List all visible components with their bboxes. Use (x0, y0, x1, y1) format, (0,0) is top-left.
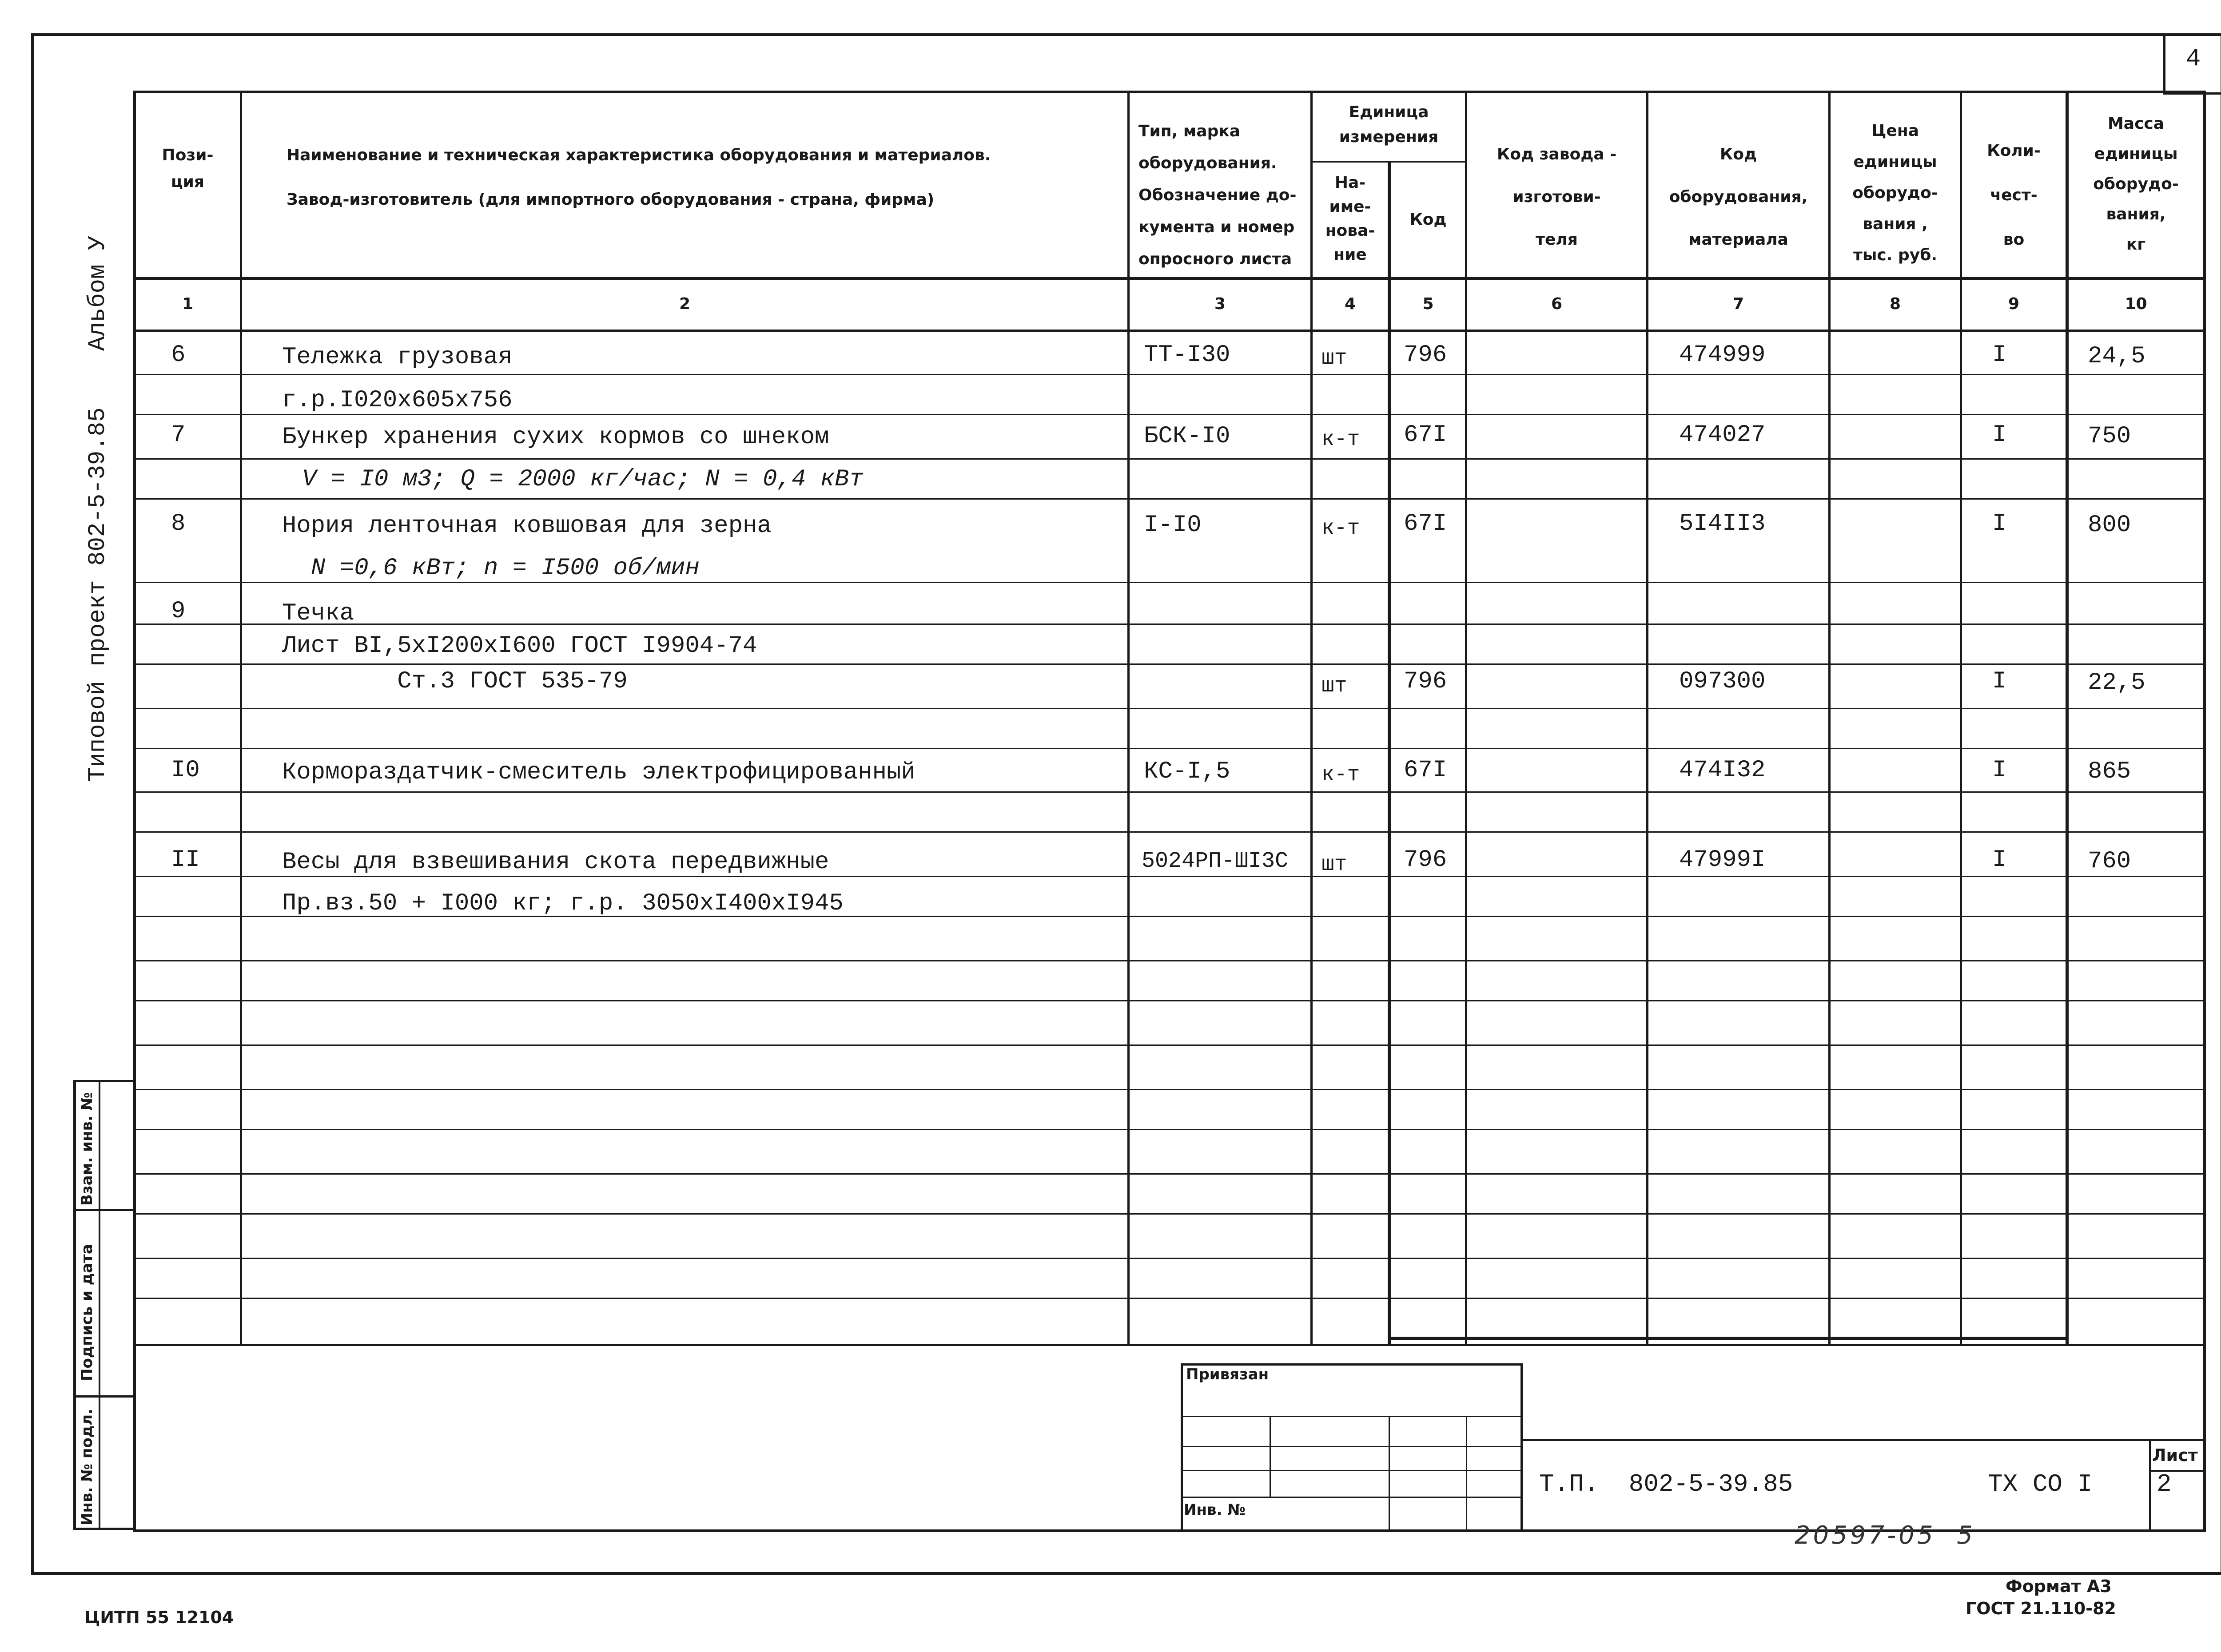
sheet-number: 4 (2185, 44, 2201, 73)
cell-name: Ст.3 ГОСТ 535-79 (282, 668, 628, 695)
cell-type: КС-I,5 (1144, 758, 1230, 785)
cell-code: 796 (1404, 342, 1447, 369)
gost-label: ГОСТ 21.110-82 (1966, 1599, 2116, 1618)
colnum-3: 3 (1214, 295, 1226, 313)
cell-name: Течка (282, 600, 354, 627)
colnum-8: 8 (1889, 295, 1901, 313)
cell-position: 8 (171, 510, 186, 537)
doc-mark: ТХ СО I (1988, 1470, 2093, 1498)
header-unit-code: Код (1409, 210, 1447, 229)
cell-quantity: I (1992, 510, 2007, 537)
cell-name: Нория ленточная ковшовая для зерна (282, 512, 772, 540)
colnum-1: 1 (182, 295, 194, 313)
cell-name: г.р.I020х605х756 (282, 387, 513, 414)
cell-equipment: 47999I (1679, 846, 1766, 874)
cell-type: ТТ-I30 (1144, 342, 1230, 369)
cell-position: I0 (171, 757, 200, 784)
header-type: Тип, марка оборудования. Обозначение до- кумента и номер опросного листа (1138, 122, 1297, 268)
inv-label: Инв. № (1184, 1501, 1246, 1519)
cell-type: БСК-I0 (1144, 423, 1230, 450)
cell-name: Пр.вз.50 + I000 кг; г.р. 3050хI400хI945 (282, 890, 844, 917)
header-price: Цена единицы оборудо- вания , тыс. руб. (1852, 122, 1938, 264)
cell-mass: 22,5 (2088, 669, 2145, 696)
cell-unit: шт (1321, 346, 1347, 370)
header-factory-code: Код завода - изготови- теля (1497, 145, 1617, 249)
cell-unit: к-т (1321, 763, 1360, 787)
cell-equipment: 5I4II3 (1679, 510, 1766, 537)
bound-label: Привязан (1186, 1366, 1269, 1383)
cell-unit: к-т (1321, 428, 1360, 452)
cell-code: 67I (1404, 510, 1447, 537)
album-label: Альбом У (84, 235, 111, 351)
cell-code: 67I (1404, 757, 1447, 784)
outer-frame-bottom (31, 1572, 2221, 1575)
outer-frame-top (31, 33, 2221, 36)
cell-unit: шт (1321, 674, 1347, 698)
cell-quantity: I (1992, 421, 2007, 449)
colnum-10: 10 (2125, 295, 2147, 313)
stamp-inv: Инв. № подл. (78, 1408, 96, 1525)
colnum-7: 7 (1732, 295, 1744, 313)
cell-mass: 760 (2088, 848, 2131, 875)
header-equipment-code: Код оборудования, материала (1669, 145, 1808, 249)
header-mass: Масса единицы оборудо- вания, кг (2093, 115, 2179, 254)
cell-mass: 865 (2088, 758, 2131, 785)
cell-equipment: 474I32 (1679, 757, 1766, 784)
cell-position: 7 (171, 421, 186, 449)
format-label: Формат А3 (2006, 1577, 2112, 1596)
sheet-label: Лист (2152, 1446, 2198, 1465)
colnum-6: 6 (1551, 295, 1563, 313)
cell-quantity: I (1992, 846, 2007, 874)
cell-position: II (171, 846, 200, 874)
header-quantity: Коли- чест- во (1987, 142, 2041, 249)
cell-quantity: I (1992, 342, 2007, 369)
handwritten-number: 20597-05 5 (1795, 1521, 1975, 1550)
colnum-4: 4 (1344, 295, 1356, 313)
cell-equipment: 474999 (1679, 342, 1766, 369)
stamp-signature: Подпись и дата (78, 1244, 96, 1381)
colnum-2: 2 (679, 295, 691, 313)
colnum-5: 5 (1422, 295, 1434, 313)
outer-frame-left (31, 33, 34, 1574)
header-unit-name: На- име- нова- ние (1325, 174, 1375, 264)
cell-name: Бункер хранения сухих кормов со шнеком (282, 424, 829, 451)
cell-name: Кормораздатчик-смеситель электрофицированный (282, 759, 915, 786)
cell-code: 796 (1404, 668, 1447, 695)
cell-mass: 750 (2088, 423, 2131, 450)
cell-code: 796 (1404, 846, 1447, 874)
project-label: Типовой проект 802-5-39.85 (84, 407, 111, 782)
cell-mass: 800 (2088, 512, 2131, 539)
cell-quantity: I (1992, 757, 2007, 784)
doc-code: Т.П. 802-5-39.85 (1539, 1470, 1793, 1498)
cell-name: Лист BI,5хI200хI600 ГОСТ I9904-74 (282, 632, 757, 659)
table-top (133, 91, 2206, 93)
cell-name: N =0,6 кВт; n = I500 об/мин (311, 555, 700, 582)
cell-equipment: 474027 (1679, 421, 1766, 449)
cell-mass: 24,5 (2088, 343, 2145, 370)
cell-name: Тележка грузовая (282, 344, 513, 371)
cell-unit: к-т (1321, 516, 1360, 540)
cell-type: 5024РП-ШI3С (1142, 849, 1289, 874)
header-position: Пози- ция (162, 146, 214, 191)
cell-equipment: 097300 (1679, 668, 1766, 695)
cell-quantity: I (1992, 668, 2007, 695)
header-unit-group: Единица измерения (1339, 103, 1439, 146)
cell-unit: шт (1321, 853, 1347, 877)
cell-position: 9 (171, 598, 186, 625)
cell-type: I-I0 (1144, 512, 1202, 539)
cell-position: 6 (171, 342, 186, 369)
sheet-value: 2 (2157, 1470, 2172, 1498)
cell-name: Весы для взвешивания скота передвижные (282, 849, 829, 876)
cell-name: V = I0 м3; Q = 2000 кг/час; N = 0,4 кВт (302, 466, 864, 493)
header-name: Наименование и техническая характеристика оборудования и материалов. Завод-изготовитель (для импортного оборудования - страна, фирма) (287, 146, 991, 209)
colnum-9: 9 (2008, 295, 2020, 313)
stamp-vzam: Взам. инв. № (78, 1092, 96, 1206)
cell-code: 67I (1404, 421, 1447, 449)
printer-label: ЦИТП 55 12104 (84, 1608, 234, 1627)
